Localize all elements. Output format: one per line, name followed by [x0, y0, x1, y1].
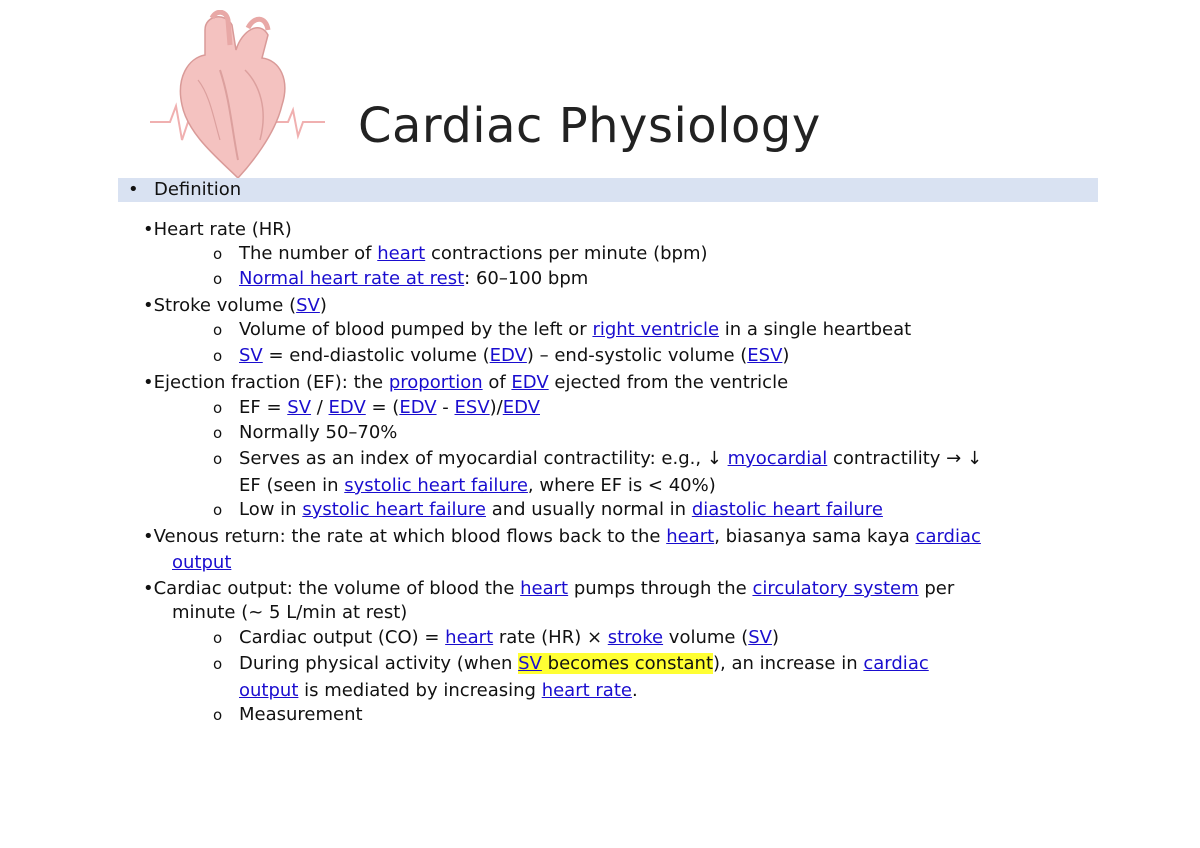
list-item-stroke-volume: •Stroke volume (SV)	[143, 295, 327, 316]
link-heart[interactable]: heart	[377, 243, 426, 264]
link-heart-rate[interactable]: heart rate	[541, 680, 632, 701]
list-item-venous-return: •Venous return: the rate at which blood flows back to the heart, biasanya sama kaya cardiac	[143, 526, 981, 547]
link-edv[interactable]: EDV	[511, 372, 549, 393]
link-cardiac-output[interactable]: cardiac	[915, 526, 981, 547]
sub-item-sv-definition: o Volume of blood pumped by the left or right ventricle in a single heartbeat	[213, 319, 912, 340]
sub-bullet: o	[213, 321, 223, 339]
link-systolic-heart-failure[interactable]: systolic heart failure	[344, 475, 528, 496]
sub-item-ef-formula: o EF = SV / EDV = (EDV - ESV)/EDV	[213, 397, 540, 418]
sub-bullet: o	[213, 501, 223, 519]
list-item-heart-rate: •Heart rate (HR)	[143, 219, 292, 240]
link-systolic-heart-failure[interactable]: systolic heart failure	[302, 499, 486, 520]
sub-item-sv-formula: o SV = end-diastolic volume (EDV) – end-systolic volume (ESV)	[213, 345, 790, 366]
sub-item-co-activity: o During physical activity (when SV becomes constant), an increase in cardiac	[213, 653, 929, 674]
link-heart[interactable]: heart	[520, 578, 569, 599]
link-esv[interactable]: ESV	[454, 397, 490, 418]
sub-bullet: o	[213, 424, 223, 442]
link-esv[interactable]: ESV	[747, 345, 783, 366]
link-diastolic-heart-failure[interactable]: diastolic heart failure	[691, 499, 883, 520]
link-heart[interactable]: heart	[666, 526, 715, 547]
link-heart[interactable]: heart	[445, 627, 494, 648]
link-cardiac-output[interactable]: cardiac	[863, 653, 929, 674]
link-circulatory-system[interactable]: circulatory system	[752, 578, 919, 599]
link-proportion[interactable]: proportion	[388, 372, 483, 393]
sub-bullet: o	[213, 245, 223, 263]
link-cardiac-output[interactable]: output	[172, 552, 232, 573]
section-bullet: •	[128, 179, 139, 200]
sub-item-ef-low: o Low in systolic heart failure and usually normal in diastolic heart failure	[213, 499, 883, 520]
sub-bullet: o	[213, 450, 223, 468]
sub-bullet: o	[213, 347, 223, 365]
page-title: Cardiac Physiology	[358, 98, 821, 154]
link-normal-heart-rate[interactable]: Normal heart rate at rest	[239, 268, 465, 289]
sub-bullet: o	[213, 655, 223, 673]
link-right-ventricle[interactable]: right ventricle	[592, 319, 720, 340]
heart-illustration-icon	[150, 10, 325, 180]
definition-section-bar	[118, 178, 1098, 202]
link-sv[interactable]: SV	[287, 397, 312, 418]
list-item-cardiac-output: •Cardiac output: the volume of blood the heart pumps through the circulatory system per	[143, 578, 955, 599]
sub-bullet: o	[213, 629, 223, 647]
link-edv[interactable]: EDV	[489, 345, 527, 366]
link-sv[interactable]: SV	[239, 345, 263, 366]
sub-item-ef-normal: o Normally 50–70%	[213, 422, 398, 443]
sub-bullet: o	[213, 399, 223, 417]
list-item-cardiac-output-continued: minute (~ 5 L/min at rest)	[172, 602, 408, 623]
link-sv[interactable]: SV	[748, 627, 772, 648]
sub-bullet: o	[213, 706, 223, 724]
sub-item-ef-index: o Serves as an index of myocardial contractility: e.g., ↓ myocardial contractility → ↓	[213, 448, 983, 469]
link-sv[interactable]: SV	[296, 295, 320, 316]
section-label: Definition	[154, 179, 242, 200]
sub-item-hr-normal: o Normal heart rate at rest: 60–100 bpm	[213, 268, 589, 289]
link-stroke[interactable]: stroke	[607, 627, 664, 648]
link-sv-highlighted[interactable]: SV	[518, 653, 542, 674]
list-item-venous-return-continued	[172, 552, 231, 574]
link-edv[interactable]: EDV	[399, 397, 437, 418]
list-item-ejection-fraction: •Ejection fraction (EF): the proportion of EDV ejected from the ventricle	[143, 372, 789, 393]
sub-item-hr-definition: o The number of heart contractions per minute (bpm)	[213, 243, 708, 264]
sub-bullet: o	[213, 270, 223, 288]
sub-item-co-measurement: o Measurement	[213, 704, 363, 725]
link-cardiac-output[interactable]: output	[239, 680, 299, 701]
sub-item-ef-index-continued: EF (seen in systolic heart failure, where EF is < 40%)	[239, 475, 716, 496]
link-edv[interactable]: EDV	[502, 397, 540, 418]
link-myocardial[interactable]: myocardial	[727, 448, 828, 469]
sub-item-co-formula: o Cardiac output (CO) = heart rate (HR) × stroke volume (SV)	[213, 627, 780, 648]
link-edv[interactable]: EDV	[328, 397, 366, 418]
sub-item-co-activity-continued: output is mediated by increasing heart rate.	[239, 680, 638, 701]
highlighted-text: becomes constant	[541, 653, 714, 674]
